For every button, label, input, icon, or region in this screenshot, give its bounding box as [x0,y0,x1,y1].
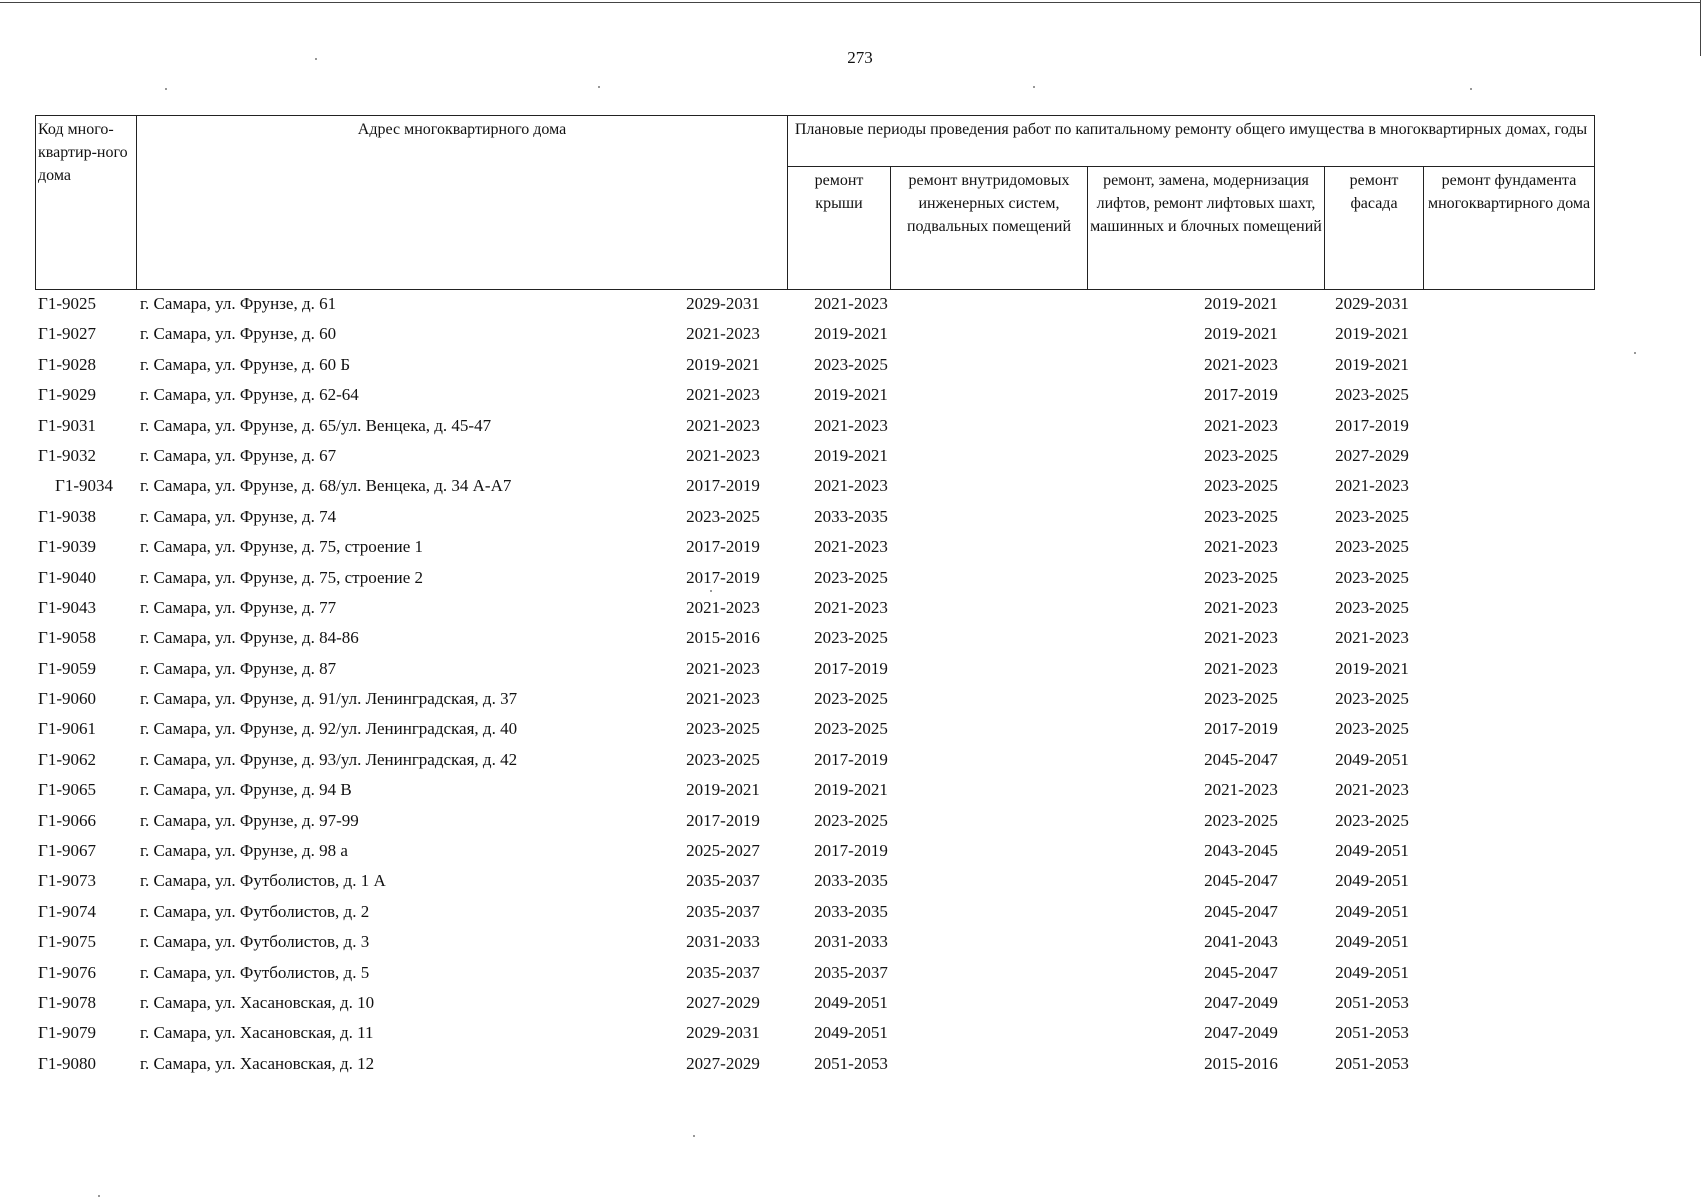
roof-cell: 2017-2019 [686,476,760,496]
facade-cell: 2047-2049 [1204,992,1278,1012]
engineering-cell: 2019-2021 [814,445,888,465]
code-cell: Г1-9031 [38,415,96,435]
code-cell: Г1-9059 [38,658,96,678]
code-cell: Г1-9034 [55,476,113,496]
roof-cell: 2021-2023 [686,597,760,617]
code-cell: Г1-9078 [38,992,96,1012]
facade-cell: 2023-2025 [1204,567,1278,587]
foundation-cell: 2017-2019 [1335,415,1409,435]
address-cell: г. Самара, ул. Футболистов, д. 3 [140,932,370,952]
engineering-cell: 2021-2023 [814,294,888,313]
header-lift: ремонт, замена, модернизация лифтов, ремонт лифтовых шахт, машинных и блочных помещений [1088,167,1325,290]
roof-cell: 2029-2031 [686,1023,760,1043]
foundation-cell: 2029-2031 [1335,294,1409,313]
table-row [35,1049,1595,1079]
facade-cell: 2023-2025 [1204,810,1278,830]
code-cell: Г1-9060 [38,689,96,709]
table-row [35,532,1595,562]
code-cell: Г1-9039 [38,537,96,557]
facade-cell: 2021-2023 [1204,628,1278,648]
roof-cell: 2021-2023 [686,658,760,678]
engineering-cell: 2017-2019 [814,841,888,861]
address-cell: г. Самара, ул. Фрунзе, д. 68/ул. Венцека, д. 34 А-А7 [140,476,512,496]
table-row [35,958,1595,988]
table-row [35,411,1595,441]
engineering-cell: 2021-2023 [814,537,888,557]
roof-cell: 2023-2025 [686,749,760,769]
foundation-cell: 2023-2025 [1335,506,1409,526]
table-row [35,927,1595,957]
code-cell: Г1-9032 [38,445,96,465]
scan-speck [710,590,712,592]
facade-cell: 2023-2025 [1204,476,1278,496]
code-cell: Г1-9067 [38,841,96,861]
roof-cell: 2027-2029 [686,1053,760,1073]
code-cell: Г1-9061 [38,719,96,739]
foundation-cell: 2023-2025 [1335,597,1409,617]
engineering-cell: 2033-2035 [814,506,888,526]
engineering-cell: 2017-2019 [814,658,888,678]
foundation-cell: 2023-2025 [1335,537,1409,557]
table-row [35,319,1595,349]
table-row [35,289,1595,319]
engineering-cell: 2049-2051 [814,1023,888,1043]
address-cell: г. Самара, ул. Фрунзе, д. 60 Б [140,354,351,374]
foundation-cell: 2049-2051 [1335,841,1409,861]
code-cell: Г1-9025 [38,294,96,313]
scan-speck [165,88,167,90]
roof-cell: 2017-2019 [686,567,760,587]
roof-cell: 2035-2037 [686,871,760,891]
roof-cell: 2025-2027 [686,841,760,861]
facade-cell: 2041-2043 [1204,932,1278,952]
facade-cell: 2045-2047 [1204,871,1278,891]
engineering-cell: 2019-2021 [814,780,888,800]
roof-cell: 2019-2021 [686,780,760,800]
facade-cell: 2021-2023 [1204,780,1278,800]
code-cell: Г1-9040 [38,567,96,587]
engineering-cell: 2019-2021 [814,324,888,344]
facade-cell: 2019-2021 [1204,324,1278,344]
address-cell: г. Самара, ул. Хасановская, д. 10 [140,992,375,1012]
table-row [35,836,1595,866]
code-cell: Г1-9038 [38,506,96,526]
address-cell: г. Самара, ул. Хасановская, д. 12 [140,1053,375,1073]
foundation-cell: 2051-2053 [1335,992,1409,1012]
table-body [35,289,1595,1079]
roof-cell: 2021-2023 [686,324,760,344]
scan-border-top [0,2,1700,3]
roof-cell: 2031-2033 [686,932,760,952]
engineering-cell: 2035-2037 [814,962,888,982]
header-facade: ремонт фасада [1325,167,1424,290]
foundation-cell: 2049-2051 [1335,871,1409,891]
address-cell: г. Самара, ул. Фрунзе, д. 75, строение 2 [140,567,424,587]
header-code: Код много-квартир-ного дома [36,116,137,290]
foundation-cell: 2021-2023 [1335,476,1409,496]
scan-speck [315,58,317,60]
code-cell: Г1-9065 [38,780,96,800]
scan-speck [598,86,600,88]
engineering-cell: 2021-2023 [814,415,888,435]
header-periods: Плановые периоды проведения работ по капитальному ремонту общего имущества в многоквартирных домах, годы [788,116,1595,167]
table-row [35,563,1595,593]
foundation-cell: 2049-2051 [1335,901,1409,921]
scan-speck [98,1195,100,1197]
roof-cell: 2023-2025 [686,506,760,526]
facade-cell: 2023-2025 [1204,506,1278,526]
roof-cell: 2021-2023 [686,385,760,405]
header-foundation: ремонт фундамента многоквартирного дома [1424,167,1595,290]
address-cell: г. Самара, ул. Футболистов, д. 5 [140,962,370,982]
facade-cell: 2045-2047 [1204,962,1278,982]
table-row [35,897,1595,927]
roof-cell: 2021-2023 [686,445,760,465]
engineering-cell: 2017-2019 [814,749,888,769]
code-cell: Г1-9027 [38,324,96,344]
foundation-cell: 2019-2021 [1335,324,1409,344]
foundation-cell: 2023-2025 [1335,385,1409,405]
foundation-cell: 2021-2023 [1335,780,1409,800]
address-cell: г. Самара, ул. Фрунзе, д. 61 [140,294,337,313]
code-cell: Г1-9062 [38,749,96,769]
address-cell: г. Самара, ул. Фрунзе, д. 60 [140,324,337,344]
code-cell: Г1-9029 [38,385,96,405]
address-cell: г. Самара, ул. Фрунзе, д. 98 а [140,841,348,861]
roof-cell: 2027-2029 [686,992,760,1012]
address-cell: г. Самара, ул. Фрунзе, д. 93/ул. Ленинградская, д. 42 [140,749,518,769]
facade-cell: 2017-2019 [1204,385,1278,405]
facade-cell: 2021-2023 [1204,537,1278,557]
facade-cell: 2015-2016 [1204,1053,1278,1073]
roof-cell: 2021-2023 [686,415,760,435]
foundation-cell: 2023-2025 [1335,689,1409,709]
code-cell: Г1-9075 [38,932,96,952]
foundation-cell: 2051-2053 [1335,1023,1409,1043]
address-cell: г. Самара, ул. Фрунзе, д. 62-64 [140,385,359,405]
code-cell: Г1-9066 [38,810,96,830]
facade-cell: 2021-2023 [1204,597,1278,617]
engineering-cell: 2033-2035 [814,871,888,891]
code-cell: Г1-9043 [38,597,96,617]
table-row [35,684,1595,714]
facade-cell: 2021-2023 [1204,354,1278,374]
address-cell: г. Самара, ул. Футболистов, д. 2 [140,901,370,921]
address-cell: г. Самара, ул. Фрунзе, д. 97-99 [140,810,359,830]
roof-cell: 2035-2037 [686,962,760,982]
engineering-cell: 2023-2025 [814,689,888,709]
table-row [35,866,1595,896]
roof-cell: 2029-2031 [686,294,760,313]
code-cell: Г1-9080 [38,1053,96,1073]
table-header [35,115,1595,290]
code-cell: Г1-9079 [38,1023,96,1043]
facade-cell: 2021-2023 [1204,415,1278,435]
engineering-cell: 2023-2025 [814,567,888,587]
table-row [35,441,1595,471]
address-cell: г. Самара, ул. Фрунзе, д. 87 [140,658,337,678]
engineering-cell: 2023-2025 [814,810,888,830]
code-cell: Г1-9028 [38,354,96,374]
foundation-cell: 2049-2051 [1335,749,1409,769]
address-cell: г. Самара, ул. Фрунзе, д. 91/ул. Ленинградская, д. 37 [140,689,518,709]
code-cell: Г1-9076 [38,962,96,982]
table-row [35,350,1595,380]
facade-cell: 2017-2019 [1204,719,1278,739]
engineering-cell: 2031-2033 [814,932,888,952]
facade-cell: 2021-2023 [1204,658,1278,678]
table-row [35,471,1595,501]
address-cell: г. Самара, ул. Фрунзе, д. 75, строение 1 [140,537,424,557]
facade-cell: 2043-2045 [1204,841,1278,861]
scan-speck [1033,86,1035,88]
facade-cell: 2023-2025 [1204,445,1278,465]
roof-cell: 2019-2021 [686,354,760,374]
table-row [35,714,1595,744]
engineering-cell: 2023-2025 [814,628,888,648]
table-row [35,1018,1595,1048]
engineering-cell: 2051-2053 [814,1053,888,1073]
foundation-cell: 2019-2021 [1335,658,1409,678]
scan-speck [1470,88,1472,90]
scan-speck [693,1135,695,1137]
code-cell: Г1-9058 [38,628,96,648]
table-row [35,745,1595,775]
table-row [35,380,1595,410]
engineering-cell: 2023-2025 [814,719,888,739]
engineering-cell: 2021-2023 [814,476,888,496]
address-cell: г. Самара, ул. Фрунзе, д. 67 [140,445,337,465]
roof-cell: 2017-2019 [686,810,760,830]
table-row [35,502,1595,532]
engineering-cell: 2023-2025 [814,354,888,374]
facade-cell: 2019-2021 [1204,294,1278,313]
engineering-cell: 2021-2023 [814,597,888,617]
scan-speck [1634,352,1636,354]
address-cell: г. Самара, ул. Фрунзе, д. 94 В [140,780,352,800]
facade-cell: 2023-2025 [1204,689,1278,709]
foundation-cell: 2023-2025 [1335,567,1409,587]
code-cell: Г1-9074 [38,901,96,921]
roof-cell: 2023-2025 [686,719,760,739]
foundation-cell: 2023-2025 [1335,719,1409,739]
roof-cell: 2017-2019 [686,537,760,557]
header-engineering: ремонт внутридомовых инженерных систем, подвальных помещений [891,167,1088,290]
foundation-cell: 2019-2021 [1335,354,1409,374]
roof-cell: 2015-2016 [686,628,760,648]
facade-cell: 2045-2047 [1204,901,1278,921]
address-cell: г. Самара, ул. Хасановская, д. 11 [140,1023,374,1043]
foundation-cell: 2049-2051 [1335,932,1409,952]
code-cell: Г1-9073 [38,871,96,891]
address-cell: г. Самара, ул. Фрунзе, д. 74 [140,506,337,526]
foundation-cell: 2023-2025 [1335,810,1409,830]
foundation-cell: 2021-2023 [1335,628,1409,648]
page-number: 273 [847,48,873,67]
engineering-cell: 2049-2051 [814,992,888,1012]
foundation-cell: 2027-2029 [1335,445,1409,465]
foundation-cell: 2049-2051 [1335,962,1409,982]
table-row [35,593,1595,623]
address-cell: г. Самара, ул. Фрунзе, д. 84-86 [140,628,359,648]
table-row [35,654,1595,684]
engineering-cell: 2033-2035 [814,901,888,921]
address-cell: г. Самара, ул. Фрунзе, д. 65/ул. Венцека, д. 45-47 [140,415,492,435]
address-cell: г. Самара, ул. Фрунзе, д. 77 [140,597,337,617]
table-row [35,775,1595,805]
table-row [35,806,1595,836]
foundation-cell: 2051-2053 [1335,1053,1409,1073]
roof-cell: 2021-2023 [686,689,760,709]
header-address: Адрес многоквартирного дома [137,116,788,290]
engineering-cell: 2019-2021 [814,385,888,405]
facade-cell: 2047-2049 [1204,1023,1278,1043]
facade-cell: 2045-2047 [1204,749,1278,769]
roof-cell: 2035-2037 [686,901,760,921]
table-row [35,988,1595,1018]
table-row [35,623,1595,653]
address-cell: г. Самара, ул. Футболистов, д. 1 А [140,871,386,891]
address-cell: г. Самара, ул. Фрунзе, д. 92/ул. Ленинградская, д. 40 [140,719,518,739]
header-roof: ремонт крыши [788,167,891,290]
